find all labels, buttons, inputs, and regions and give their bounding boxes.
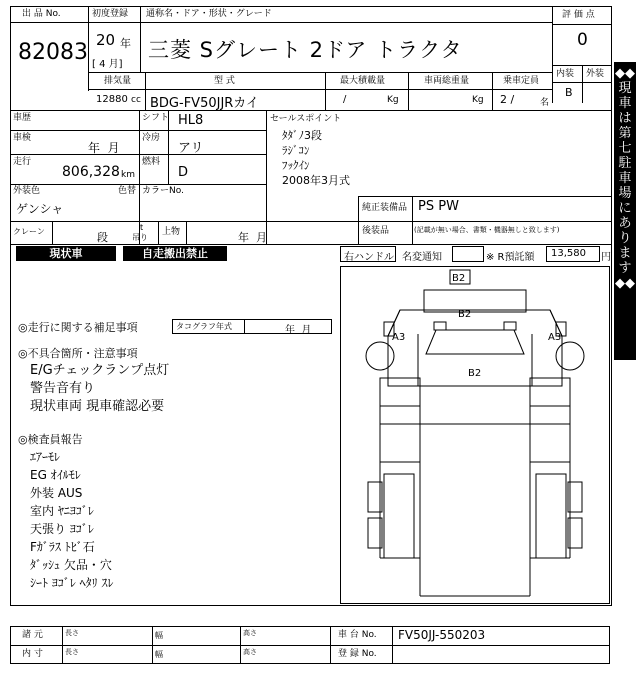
ac-label: 冷房	[142, 133, 161, 143]
aftermarket-note: (記載が無い場合、書類・機器無しと致します)	[414, 226, 560, 234]
exterior-grade-label: 外装	[586, 69, 605, 79]
inspector-note-4: 室内 ﾔﾆﾖｺﾞﾚ	[30, 504, 94, 518]
as-is-vehicle-button[interactable]: 現状車	[16, 246, 116, 261]
damage-mark-front: B2	[468, 368, 482, 379]
inspector-note-5: 天張り ﾖｺﾞﾚ	[30, 522, 94, 536]
sales-point-3: ﾌｯｸｲﾝ	[282, 159, 310, 172]
fuel-value: D	[178, 165, 189, 180]
inner-height-label: 高さ	[243, 648, 257, 656]
chassis-no: FV50JJ-550203	[398, 628, 486, 642]
sales-point-label: セールスポイント	[270, 114, 342, 124]
displacement-label: 排気量	[104, 76, 132, 86]
gross-weight-label: 車両総重量	[424, 76, 470, 86]
name-change-box	[452, 246, 484, 262]
damage-mark-left: A3	[392, 332, 406, 343]
interior-grade-label: 内装	[556, 69, 575, 79]
inspector-note-1: ｴｱｰﾓﾚ	[30, 450, 61, 464]
rating-label: 評 価 点	[562, 10, 595, 20]
max-load-label: 最大積載量	[340, 76, 386, 86]
max-load-unit: Kg	[387, 95, 399, 105]
loading-label: 上物	[162, 227, 181, 237]
aftermarket-label: 後装品	[362, 226, 390, 236]
inner-length-label: 長さ	[65, 648, 79, 656]
sales-point-1: ﾀﾀﾞﾉ3段	[282, 129, 322, 142]
loading-date: 年 月	[238, 231, 267, 244]
no-self-drive-button[interactable]: 自走搬出禁止	[123, 246, 227, 261]
vehicle-name-label: 通称名・ドア・形状・グレード	[146, 9, 272, 19]
first-reg-year: 20	[96, 31, 116, 49]
mileage-unit: km	[121, 170, 135, 180]
exterior-color-value: ゲンシャ	[16, 202, 64, 216]
spec-length-label: 長さ	[65, 629, 79, 637]
damage-mark-cab: B2	[458, 309, 472, 320]
damage-mark-right: A3	[548, 332, 562, 343]
capacity-unit: 名	[540, 98, 550, 108]
meter-label: ※ R預託額	[486, 252, 535, 263]
vehicle-name: 三菱 Sグレート 2ドア トラクタ	[148, 38, 463, 62]
tacho-label: タコグラフ年式	[176, 322, 232, 331]
model-value: BDG-FV50JJRカイ	[150, 96, 259, 111]
history-label: 車歴	[13, 113, 32, 123]
chassis-no-label: 車 台 No.	[338, 630, 377, 640]
yen-unit: 円	[601, 252, 611, 263]
model-label: 型 式	[214, 76, 235, 86]
defects-title: ◎不具合箇所・注意事項	[18, 347, 138, 360]
inspection-label: 車検	[13, 133, 32, 143]
driving-notes-title: ◎走行に関する補足事項	[18, 321, 138, 334]
reg-no-label: 登 録 No.	[338, 649, 377, 659]
inner-row-label: 内 寸	[22, 649, 43, 659]
defect-2: 警告音有り	[30, 381, 96, 396]
defect-3: 現状車両 現車確認必要	[30, 399, 165, 414]
inner-width-label: 幅	[155, 650, 163, 659]
damage-mark-top: B2	[452, 273, 466, 284]
inspector-note-8: ｼｰﾄ ﾖｺﾞﾚ ﾍﾀﾘ ｽﾚ	[30, 576, 114, 590]
inspector-note-3: 外装 AUS	[30, 486, 83, 500]
mileage-label: 走行	[13, 157, 32, 167]
displacement-value: 12880	[96, 94, 128, 105]
capacity-value: 2 /	[500, 93, 515, 106]
gross-weight-value: Kg	[472, 95, 484, 105]
mileage-value: 806,328	[62, 164, 120, 180]
sales-point-4: 2008年3月式	[282, 174, 350, 187]
right-handle: 右ハンドル	[344, 252, 394, 263]
capacity-label: 乗車定員	[503, 76, 540, 86]
name-change-label: 名変通知	[402, 252, 442, 263]
color-change-label: 色替	[118, 186, 137, 196]
sales-point-2: ﾗｼﾞｺﾝ	[282, 144, 310, 157]
spec-row-label: 諸 元	[22, 630, 43, 640]
shift-value: HL8	[178, 113, 204, 128]
equipment-value: PS PW	[418, 199, 459, 214]
inspection-value: 年 月	[88, 141, 120, 155]
truck-damage-diagram	[340, 266, 610, 604]
spec-width-label: 幅	[155, 631, 163, 640]
crane-ton: t	[140, 223, 144, 232]
displacement-unit: cc	[131, 95, 141, 105]
year-unit: 年	[120, 37, 131, 50]
max-load-value: /	[343, 94, 347, 105]
inspector-note-2: EG ｵｲﾙﾓﾚ	[30, 468, 81, 482]
parking-notice-text: ◆◆現車は第七駐車場にあります◆◆	[615, 66, 635, 291]
equipment-label: 純正装備品	[362, 203, 408, 213]
color-code-label: カラーNo.	[142, 186, 184, 196]
ac-value: アリ	[178, 141, 204, 156]
spec-height-label: 高さ	[243, 629, 257, 637]
defect-1: E/Gチェックランプ点灯	[30, 363, 170, 378]
crane-step: 段	[97, 231, 108, 244]
inspector-note-7: ﾀﾞｯｼｭ 欠品・穴	[30, 558, 112, 572]
tacho-value: 年 月	[285, 325, 312, 336]
rating-value: 0	[577, 30, 588, 50]
exterior-color-label: 外装色	[13, 186, 41, 196]
interior-grade: B	[565, 86, 573, 99]
inspector-report-title: ◎検査員報告	[18, 433, 83, 446]
crane-hang: 吊り	[132, 233, 148, 242]
crane-label: クレーン	[13, 227, 45, 236]
lot-no: 82083	[18, 40, 88, 65]
first-reg-label: 初度登録	[92, 9, 129, 19]
recycle-fee: 13,580	[551, 248, 586, 259]
inspector-note-6: Fｶﾞﾗｽ ﾄﾋﾞ石	[30, 540, 95, 554]
fuel-label: 燃料	[142, 157, 161, 167]
first-reg-month: [ 4 月]	[92, 59, 123, 70]
lot-no-label: 出 品 No.	[22, 9, 61, 19]
shift-label: シフト	[142, 113, 170, 123]
